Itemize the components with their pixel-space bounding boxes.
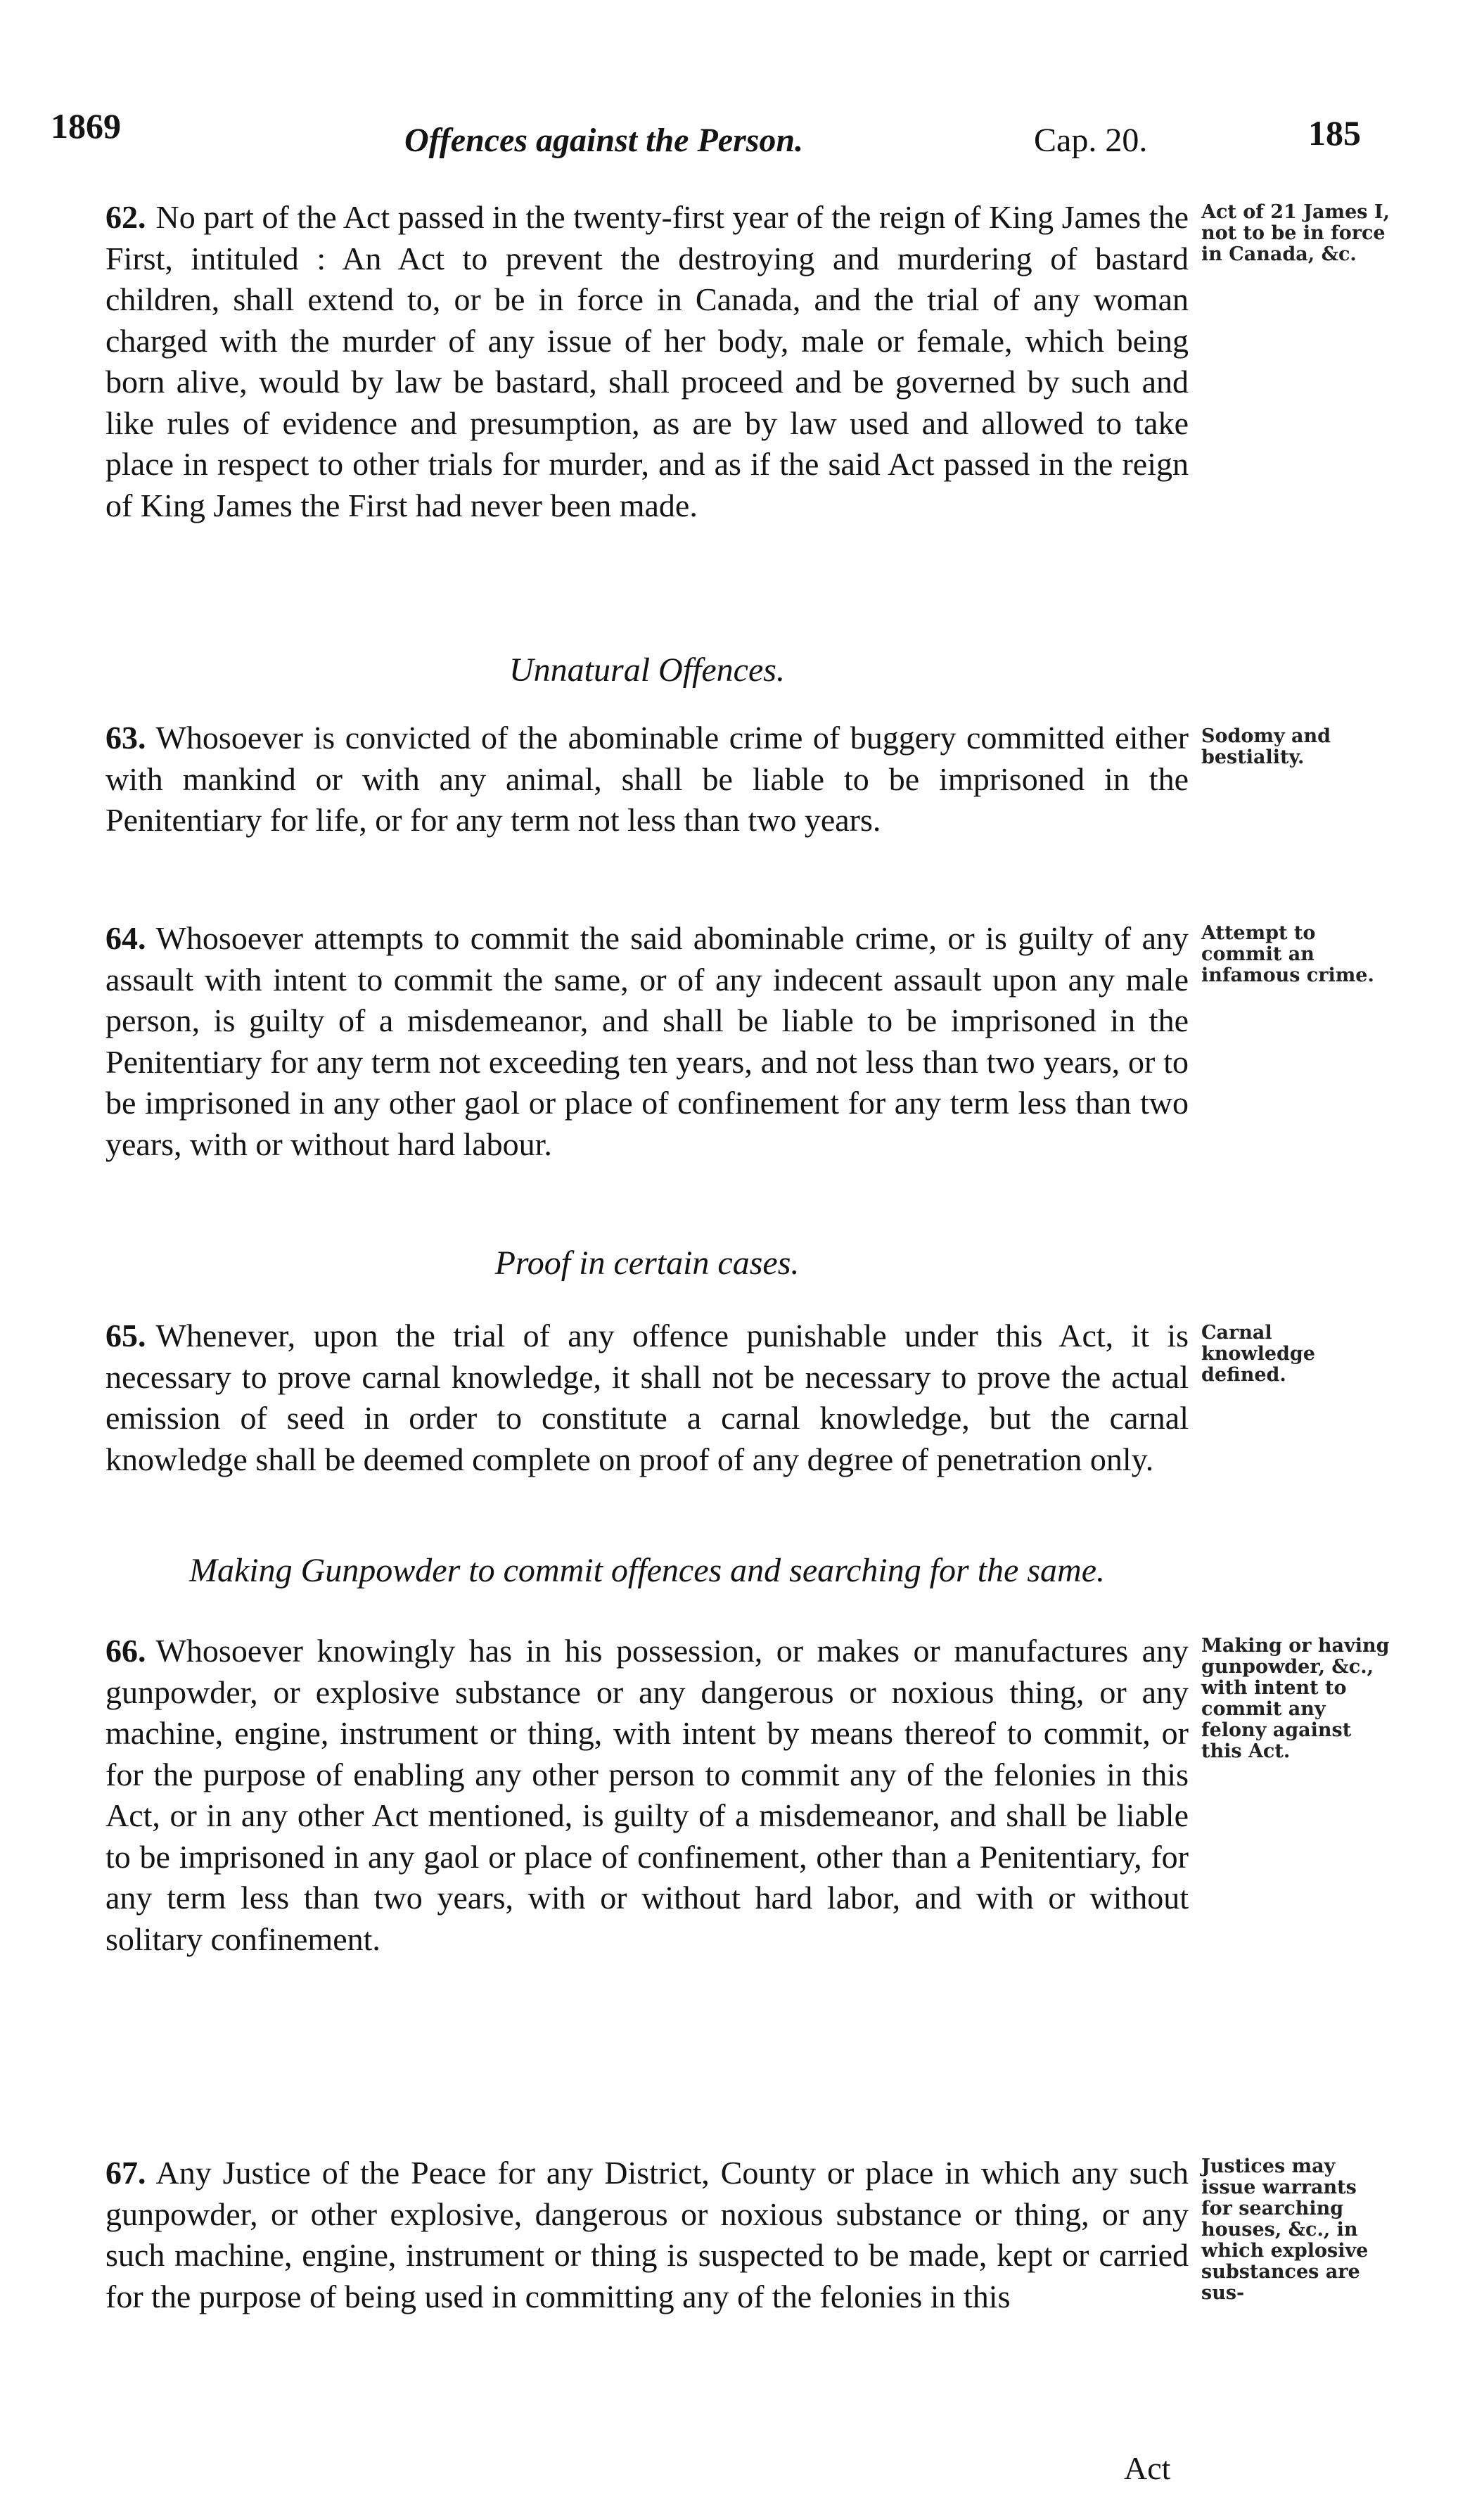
section-67 — [105, 2153, 1189, 2317]
header-chapter: Cap. 20. — [1034, 122, 1148, 159]
section-text: Whosoever attempts to commit the said abominable crime, or is guilty of any assault with intent to commit the same, or of any indecent assault upon any male person, is guilty of a misdemeanor, and shall be liable to be imprisoned in the Penitentiary for any term not exceeding ten years, and not less than two years, or to be imprisoned in any other gaol or place of confinement for any term less than two years, with or without hard labour. — [105, 920, 1189, 1162]
section-text: Whosoever is convicted of the abominable crime of buggery committed either with mankind or with any animal, shall be liable to be imprisoned in the Penitentiary for life, or for any term not less than two years. — [105, 720, 1189, 838]
margin-note: Act of 21 James I, not to be in force in Canada, &c. — [1201, 201, 1390, 265]
margin-note: Carnal knowledge defined. — [1201, 1322, 1315, 1386]
section-paragraph — [105, 2153, 1189, 2317]
catchword: Act — [1124, 2450, 1171, 2486]
margin-note: Making or having gunpowder, &c., with intent to commit any felony against this Act. — [1201, 1635, 1390, 1762]
section-paragraph — [105, 918, 1189, 1165]
section-heading: Proof in certain cases. — [494, 1244, 800, 1282]
margin-note: Attempt to commit an infamous crime. — [1201, 922, 1374, 986]
running-header — [0, 106, 1484, 162]
header-year: 1869 — [51, 106, 121, 146]
section-number: 63. — [105, 720, 146, 756]
section-number: 62. — [105, 199, 146, 235]
section-paragraph — [105, 197, 1189, 526]
page-number: 185 — [1308, 113, 1361, 153]
margin-note: Sodomy and bestiality. — [1201, 725, 1331, 768]
section-text: Any Justice of the Peace for any District, County or place in which any such gunpowder, or other explosive, dangerous or noxious substance or thing, or any such machine, engine, instrument or thing is suspected to be made, kept or carried for the purpose of being used in committing any of the felonies in this — [105, 2155, 1189, 2314]
section-63 — [105, 718, 1189, 841]
margin-note: Justices may issue warrants for searching houses, &c., in which explosive substances are sus- — [1201, 2155, 1369, 2304]
section-number: 67. — [105, 2155, 146, 2191]
section-62 — [105, 197, 1189, 526]
section-paragraph — [105, 1631, 1189, 1960]
section-number: 64. — [105, 920, 146, 956]
section-65 — [105, 1315, 1189, 1480]
section-paragraph — [105, 718, 1189, 841]
section-64 — [105, 918, 1189, 1165]
section-text: Whosoever knowingly has in his possession, or makes or manufactures any gunpowder, or explosive substance or any dangerous or noxious thing, or any machine, engine, instrument or thing, with intent by means thereof to commit, or for the purpose of enabling any other person to commit any of the felonies in this Act, or in any other Act mentioned, is guilty of a misdemeanor, and shall be liable to be imprisoned in any gaol or place of confinement, other than a Penitentiary, for any term less than two years, with or without hard labor, and with or without solitary confinement. — [105, 1633, 1189, 1957]
section-text: Whenever, upon the trial of any offence punishable under this Act, it is necessary to prove carnal knowledge, it shall not be necessary to prove the actual emission of seed in order to constitute a carnal knowledge, but the carnal knowledge shall be deemed complete on proof of any degree of penetration only. — [105, 1318, 1189, 1477]
section-text: No part of the Act passed in the twenty-first year of the reign of King James the First, intituled : An Act to prevent the destroying and murdering of bastard children, shall extend to, or be in force in Canada, and the trial of any woman charged with the murder of any issue of her body, male or female, which being born alive, would by law be bastard, shall proceed and be governed by such and like rules of evidence and presumption, as are by law used and allowed to take place in respect to other trials for murder, and as if the said Act passed in the reign of King James the First had never been made. — [105, 199, 1189, 523]
section-paragraph — [105, 1315, 1189, 1480]
section-66 — [105, 1631, 1189, 1960]
section-number: 65. — [105, 1318, 146, 1353]
header-title: Offences against the Person. — [404, 122, 804, 159]
section-heading: Making Gunpowder to commit offences and searching for the same. — [188, 1552, 1106, 1589]
section-number: 66. — [105, 1633, 146, 1669]
section-heading: Unnatural Offences. — [509, 651, 785, 689]
